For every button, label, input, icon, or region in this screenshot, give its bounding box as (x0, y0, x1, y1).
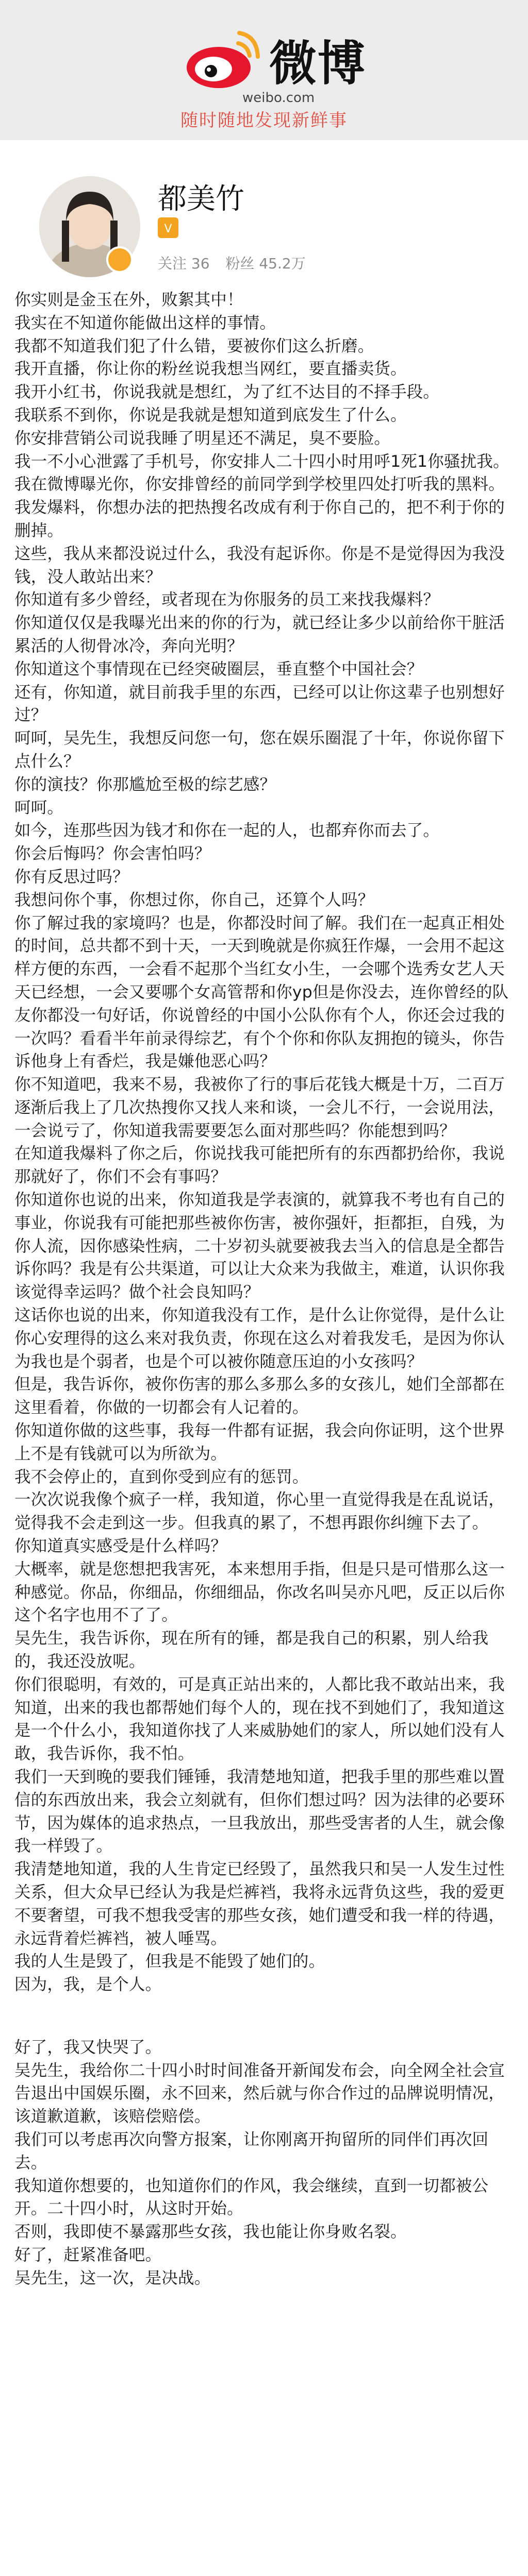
brand-domain: weibo.com (242, 90, 315, 106)
post-paragraph: 你知道有多少曾经，或者现在为你服务的员工来找我爆料？ (14, 590, 440, 609)
post-paragraph: 你实则是金玉在外，败絮其中！ (14, 291, 243, 309)
verified-badge-icon (106, 246, 133, 273)
post-paragraph: 吴先生，我给你二十四小时时间准备开新闻发布会，向全网全社会宣告退出中国娱乐圈，永不回来，然后就与你合作过的品牌说明情况，该道歉道歉，该赔偿赔偿。 (14, 2061, 505, 2126)
followers-count[interactable]: 粉丝 45.2万 (225, 255, 306, 272)
post-paragraph: 我联系不到你，你说是我就是想知道到底发生了什么。 (14, 405, 407, 425)
post-paragraph: 但是，我告诉你，被你伤害的那么多那么多的女孩儿，她们全部都在这里看着，你做的一切都会有人记着的。 (14, 1375, 505, 1417)
post-paragraph: 你们很聪明，有效的，可是真正站出来的，人都比我不敢站出来，我知道，出来的我也都帮她们每个人的，现在找不到她们了，我知道这是一个什么小，我知道你找了人来威胁她们的家人，所以她们没有人敢，我告诉你，我不怕。 (14, 1675, 505, 1764)
user-name[interactable]: 都美竹 (158, 182, 244, 216)
vip-badge-icon (158, 217, 178, 238)
post-paragraph: 好了，赶紧准备吧。 (14, 2245, 162, 2264)
post-paragraph: 这些，我从来都没说过什么，我没有起诉你。你是不是觉得因为我没钱，没人敢站出来？ (14, 544, 505, 586)
post-paragraph: 你知道你做的这些事，我每一件都有证据，我会向你证明，这个世界上不是有钱就可以为所欲为。 (14, 1421, 505, 1463)
post-paragraph: 因为，我，是个人。 (14, 1975, 162, 1994)
post-paragraph: 在知道我爆料了你之后，你说找我可能把所有的东西都扔给你，我说那就好了，你们不会有事吗？ (14, 1144, 505, 1187)
post-paragraph: 你不知道吧，我来不易，我被你了行的事后花钱大概是十万，二百万逐渐后我上了几次热搜你又找人来和谈，一会儿不行，一会说用法，一会说亏了，你知道我需要要怎么面对那些吗？你能想到吗？ (14, 1075, 505, 1140)
post-paragraph: 我们可以考虑再次向警方报案，让你刚离开拘留所的同伴们再次回去。 (14, 2130, 489, 2172)
post-paragraph: 我都不知道我们犯了什么错，要被你们这么折磨。 (14, 336, 374, 355)
post-paragraph: 我开小红书，你说我就是想红，为了红不达目的不择手段。 (14, 383, 440, 402)
post-paragraph: 这话你也说的出来，你知道我没有工作，是什么让你觉得，是什么让你心安理得的这么来对我负责，你现在这么对着我发毛，是因为你认为我也是个弱者，也是个可以被你随意压迫的小女孩吗？ (14, 1306, 505, 1371)
post-paragraph: 大概率，就是您想把我害死，本来想用手指，但是只是可惜那么这一种感觉。你品，你细品，你细细品，你改名叫吴亦凡吧，反正以后你这个名字也用不了了。 (14, 1560, 505, 1625)
post-paragraph: 吴先生，我告诉你，现在所有的锤，都是我自己的积累，别人给我的，我还没放呢。 (14, 1629, 489, 1671)
post-paragraph: 你安排营销公司说我睡了明星还不满足，臭不要脸。 (14, 429, 391, 448)
post-paragraph: 我在微博曝光你，你安排曾经的前同学到学校里四处打听我的黑料。 (14, 475, 505, 494)
post-paragraph: 你有反思过吗？ (14, 867, 129, 886)
post-paragraph: 如今，连那些因为钱才和你在一起的人，也都弃你而去了。 (14, 821, 440, 840)
tagline: 随时随地发现新鲜事 (180, 110, 348, 131)
post-paragraph: 你知道真实感受是什么样吗？ (14, 1537, 227, 1556)
post-paragraph: 我的人生是毁了，但我是不能毁了她们的。 (14, 1952, 325, 1971)
app-header (0, 0, 528, 140)
post-paragraph: 呵呵，吴先生，我想反问您一句，您在娱乐圈混了十年，你说你留下点什么？ (14, 729, 505, 771)
post-paragraph: 我知道你想要的，也知道你们的作风，我会继续，直到一切都被公开。二十四小时，从这时开始。 (14, 2176, 489, 2218)
post-paragraph: 你的演技？你那尴尬至极的综艺感？ (14, 775, 276, 794)
post-body (0, 289, 528, 2290)
post-paragraph: 一次次说我像个疯子一样，我知道，你心里一直觉得我是在乱说话，觉得我不会走到这一步。但我真的累了，不想再跟你纠缠下去了。 (14, 1490, 505, 1533)
post-paragraph: 我们一天到晚的要我们锤锤，我清楚地知道，把我手里的那些难以置信的东西放出来，我会立刻就有，但你们想过吗？因为法律的必要环节，因为媒体的追求热点，一旦我放出，那些受害者的人生，就会像我一样毁了。 (14, 1768, 505, 1856)
post-paragraph: 你会后悔吗？你会害怕吗？ (14, 844, 211, 863)
brand-name: 微博 (269, 36, 367, 91)
follows-count[interactable]: 关注 36 (158, 255, 210, 272)
post-paragraph: 吴先生，这一次，是决战。 (14, 2268, 211, 2287)
svg-text:V: V (164, 223, 172, 235)
post-paragraph: 我发爆料，你想办法的把热搜名改成有利于你自己的，把不利于你的删掉。 (14, 498, 505, 540)
post-paragraph (0, 2005, 528, 2028)
post-paragraph: 我一不小心泄露了手机号，你安排人二十四小时用呼1死1你骚扰我。 (14, 452, 509, 471)
weibo-logo (183, 26, 366, 94)
post-paragraph: 我实在不知道你能做出这样的事情。 (14, 313, 276, 332)
post-paragraph: 我清楚地知道，我的人生肯定已经毁了，虽然我只和吴一人发生过性关系，但大众早已经认为我是烂裤裆，我将永远背负这些，我的爱更不要奢望，可我不想我受害的那些女孩，她们遭受和我一样的待遇，永远背着烂裤裆，被人唾骂。 (14, 1860, 505, 1948)
profile-stats (158, 252, 317, 273)
post-paragraph: 你知道仅仅是我曝光出来的你的行为，就已经让多少以前给你干脏活累活的人彻骨冰冷，奔向光明？ (14, 614, 505, 655)
profile-header (0, 140, 528, 295)
weibo-logo-icon (183, 29, 260, 91)
post-paragraph: 你了解过我的家境吗？也是，你都没时间了解。我们在一起真正相处的时间，总共都不到十天，一天到晚就是你疯狂作爆，一会用不起这样方便的东西，一会看不起那个当红女小生，一会哪个选秀女艺人天天已经想，一会又要哪个女高管帮和你yp但是你没去，连你曾经的队友你都没一句好话，你说曾经的中国小公队你有个人，你还会过我的一次吗？看看半年前录得综艺，有个个你和你队友拥抱的镜头，你告诉他身上有香烂，我是嫌他恶心吗？ (14, 913, 509, 1071)
post-paragraph: 好了，我又快哭了。 (14, 2038, 162, 2057)
post-paragraph: 呵呵。 (14, 798, 64, 817)
post-paragraph: 否则，我即使不暴露那些女孩，我也能让你身败名裂。 (14, 2223, 407, 2242)
post-paragraph: 你知道这个事情现在已经突破圈层，垂直整个中国社会？ (14, 659, 423, 679)
post-paragraph: 我想问你个事，你想过你，你自己，还算个人吗？ (14, 890, 374, 909)
post-paragraph: 我不会停止的，直到你受到应有的惩罚。 (14, 1467, 309, 1486)
post-paragraph: 你知道你也说的出来，你知道我是学表演的，就算我不考也有自己的事业，你说我有可能把那些被你伤害，被你强奸，拒都拒，自残，为你人流，因你感染性病，二十岁初头就要被我去当入的信息是全都告诉你吗？我是有公共渠道，可以让大众来为我做主，难道，认识你我该觉得幸运吗？做个社会良知吗？ (14, 1191, 505, 1302)
post-paragraph: 我开直播，你让你的粉丝说我想当网红，要直播卖货。 (14, 360, 407, 379)
post-paragraph: 还有，你知道，就目前我手里的东西，已经可以让你这辈子也别想好过？ (14, 683, 505, 725)
